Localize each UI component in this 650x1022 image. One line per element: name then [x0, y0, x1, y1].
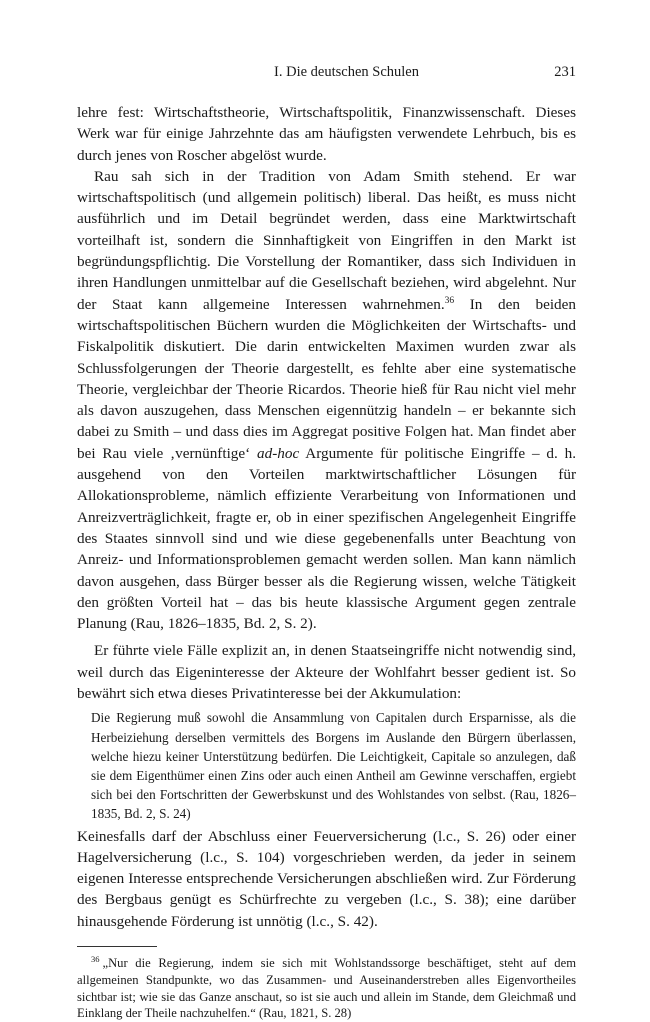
- italic-term: ad-hoc: [257, 444, 300, 462]
- page-number: 231: [554, 64, 576, 80]
- running-title: I. Die deutschen Schulen: [274, 64, 419, 80]
- book-page: [77, 64, 576, 1022]
- footnote-number: 36: [91, 954, 100, 965]
- footnote-divider: [77, 946, 157, 947]
- footnote: [77, 955, 576, 1022]
- paragraph-insurance: Keinesfalls darf der Abschluss einer Feuerversicherung (l.c., S. 26) oder einer Hagelversicherung (l.c., S. 104) vorgeschrieben werden, da jeder in seinem eigenen Interesse entsprechende Versicherungen abschließen wird. Zur Förderung des Bergbaus genügt es Schürfrechte zu vergeben (l.c., S. 38); eine darüber hinausgehende Förderung ist unnötig (l.c., S. 42).: [77, 827, 576, 930]
- paragraph-continuation: lehre fest: Wirtschaftstheorie, Wirtschaftspolitik, Finanzwissenschaft. Dieses Werk war für einige Jahrzehnte das am häufigsten verwendete Lehrbuch, bis es durch jenes von Roscher abgelöst wurde.: [77, 104, 576, 164]
- paragraph-text: Rau sah sich in der Tradition von Adam Smith stehend. Er war wirtschaftspolitisch (und allgemein politisch) liberal. Das heißt, es muss nicht ausführlich und im Detail begründet werden, dass eine Marktwirtschaft vorteilhaft ist, sondern die Sinnhaftigkeit von Eingriffen in den Markt ist begründungspflichtig. Die Vorstellung der Romantiker, dass sich Individuen in ihren Handlungen unmittelbar auf die Gesellschaft beziehen, wird abgelehnt. Nur der Staat kann allgemeine Interessen wahrnehmen.: [77, 167, 576, 313]
- block-quotation: Die Regierung muß sowohl die Ansammlung von Capitalen durch Ersparnisse, als die Herbeiziehung derselben vermittels des Borgens im Auslande den Bürgern überlassen, welche hiezu keiner Unterstützung bedürfen. Die Leichtigkeit, Capitale so anzulegen, daß sie dem Eigenthümer einen Zins oder auch einen Antheil am Gewinne verschaffen, ergiebt sich bei den Fortschritten der Gewerbskunst und des Wohlstandes von selbst. (Rau, 1826–1835, Bd. 2, S. 24): [91, 710, 576, 822]
- main-text: [77, 102, 576, 932]
- paragraph-text: Argumente für politische Eingriffe – d. h. ausgehend von den Vorteilen marktwirtschaftlicher Lösungen für Allokationsprobleme, nämlich effiziente Verarbeitung von Informationen und Anreizverträglichkeit, fragte er, ob in einer spezifischen Angelegenheit Eingriffe des Staates sinnvoll sind und wie diese gegebenenfalls unter Beachtung von Anreiz- und Informationsproblemen gemacht werden sollen. Man kann nämlich davon ausgehen, dass Bürger besser als die Regierung wissen, welche Tätigkeit den größten Vorteil hat – das bis heute klassische Argument gegen zentrale Planung (Rau, 1826–1835, Bd. 2, S. 2).: [77, 444, 577, 633]
- running-header: [77, 64, 576, 86]
- footnote-text: „Nur die Regierung, indem sie sich mit Wohlstandssorge beschäftiget, steht auf dem allgemeinen Standpunkte, wo das Zusammen- und Auseinanderstreben alles Eigenvortheiles sichtbar ist; wie sie das Ganze anschaut, so ist sie auch und allein im Stande, dem Gleichmaß und Einklang der Theile nachzuhelfen.“ (Rau, 1821, S. 28): [77, 956, 576, 1021]
- paragraph-state-intervention: Er führte viele Fälle explizit an, in denen Staatseingriffe nicht notwendig sind, weil durch das Eigeninteresse der Akteure der Wohlfahrt besser gedient ist. So bewährt sich etwa dieses Privatinteresse bei der Akkumulation:: [77, 642, 576, 703]
- paragraph-text: In den beiden wirtschaftspolitischen Büchern wurden die Möglichkeiten der Wirtschafts- und Fiskalpolitik diskutiert. Die darin entwickelten Maximen wurden zwar als Schlussfolgerungen der Theorie dargestellt, es fehlte aber eine systematische Theorie, vergleichbar der Theorie Ricardos. Theorie hieß für Rau nicht viel mehr als davon auszugehen, dass Menschen eigennützig handeln – er bekannte sich dabei zu Smith – und dass dies im Aggregat positive Folgen hat. Man findet aber bei Rau viele ‚vernünftige‘: [77, 295, 576, 462]
- paragraph-rau-tradition: [77, 166, 576, 635]
- footnote-reference: 36: [444, 295, 455, 306]
